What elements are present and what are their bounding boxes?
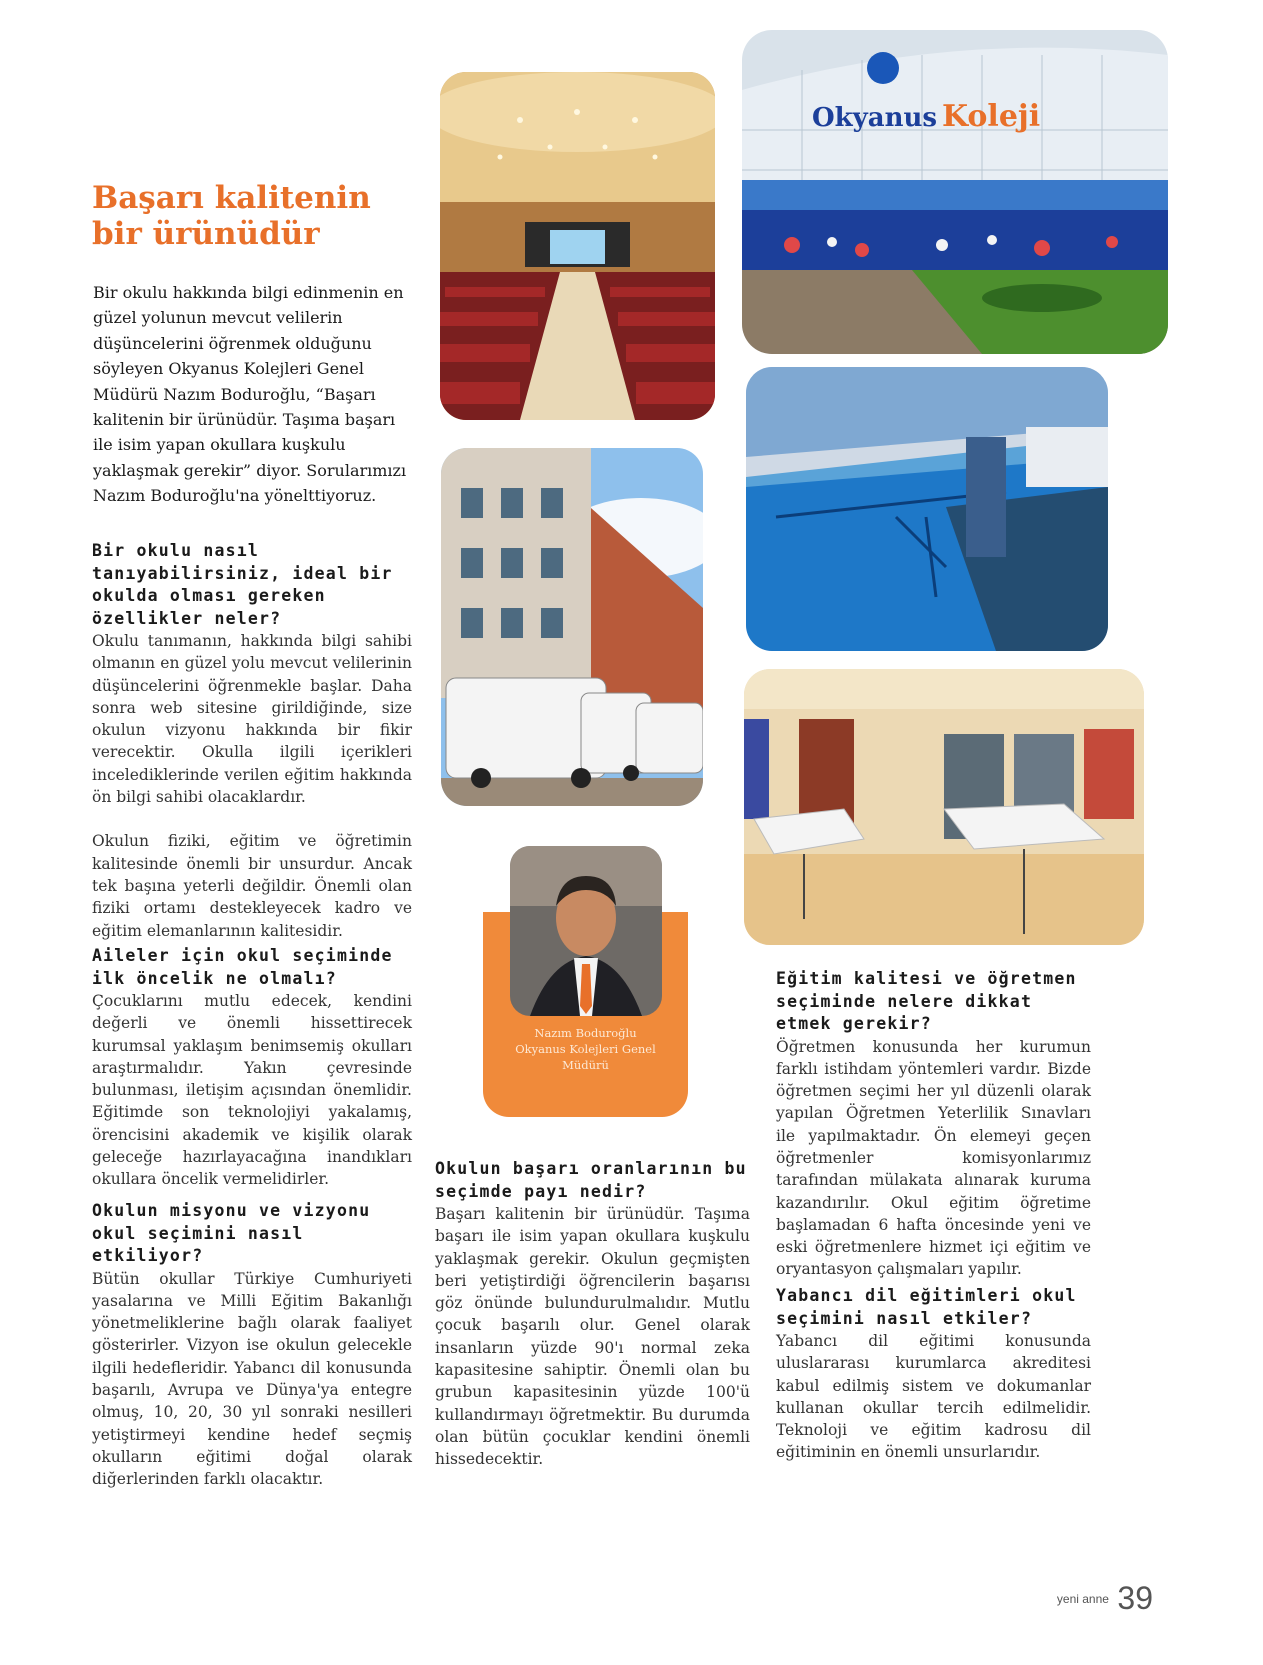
section-6 (776, 1285, 1091, 1464)
logo-text: Koleji (942, 99, 1041, 134)
article-title: Başarı kalitenin bir ürünüdür (92, 180, 371, 252)
section-3 (92, 1200, 412, 1490)
section-paragraph: Çocuklarını mutlu edecek, kendini değerli ve önemli hissettirecek kurumsal yaklaşım benimsemiş okulları araştırmalıdır. Yakın çevresinde bulunması, iletişim açısından önemlidir. Eğitimde son teknolojiyi yakalamış, örencisini akademik ve kişilik olarak geleceğe hazırlayacağına inandıkları okullara öncelik vermelidirler. (92, 992, 412, 1189)
section-question: Bir okulu nasıl tanıyabilirsiniz, ideal bir okulda olması gereken özellikler neler? (92, 541, 393, 628)
section-question: Yabancı dil eğitimleri okul seçimini nasıl etkiler? (776, 1286, 1077, 1328)
section-paragraph: Yabancı dil eğitimi konusunda uluslararası kurumlarca akreditesi kabul edilmiş sistem ve dokumanlar kullanan okullar tercih edilmelidir. Teknoloji ve eğitim kadrosu dil eğitiminin en önemli unsurlarıdır. (776, 1332, 1091, 1462)
building-buses-photo (441, 448, 703, 806)
page-footer (1057, 1580, 1153, 1617)
section-paragraph: Okulun fiziki, eğitim ve öğretimin kalitesinde önemli bir unsurdur. Ancak tek başına yeterli değildir. Önemli olan fiziki ortamı destekleyecek kadro ve eğitim elemanlarının kalitesidir. (92, 832, 412, 940)
section-paragraph: Öğretmen konusunda her kurumun farklı istihdam yöntemleri vardır. Bizde öğretmen seçimi her yıl düzenli olarak yapılan Öğretmen Yeterlilik Sınavları ile yapılmaktadır. Ön elemeyi geçen öğretmenler komisyonlarımız tarafından mülakata alınarak kuruma kazandırılır. Okul eğitim öğretime başlamadan 6 hafta öncesinde yeni ve eski öğretmenlere hizmet içi eğitim ve oryantasyon çalışmaları yapılır. (776, 1037, 1091, 1279)
section-1 (92, 540, 412, 942)
section-4 (435, 1158, 750, 1471)
section-question: Aileler için okul seçiminde ilk öncelik ne olmalı? (92, 946, 393, 988)
section-question: Okulun başarı oranlarının bu seçimde payı nedir? (435, 1159, 747, 1201)
section-2 (92, 945, 412, 1191)
lab-photo (744, 669, 1144, 945)
footer-brand: yeni anne (1056, 1592, 1109, 1606)
portrait-photo (510, 846, 662, 1016)
article-intro: Bir okulu hakkında bilgi edinmenin en güzel yolunun mevcut velilerin düşüncelerini öğrenmek olduğunu söyleyen Okyanus Kolejleri Genel Müdürü Nazım Boduroğlu, “Başarı kalitenin bir ürünüdür. Taşıma başarı ile isim yapan okullara kuşkulu yaklaşmak gerekir” diyor. Sorularımızı Nazım Boduroğlu'na yönelttiyoruz. (93, 283, 407, 506)
portrait-caption: Nazım Boduroğlu Okyanus Kolejleri Genel Müdürü (515, 1026, 656, 1072)
logo-text: Okyanus (812, 103, 938, 133)
section-5 (776, 968, 1091, 1281)
section-question: Okulun misyonu ve vizyonu okul seçimini nasıl etkiliyor? (92, 1201, 371, 1265)
page-number: 39 (1117, 1580, 1153, 1616)
pool-photo (746, 367, 1108, 651)
school-mural-photo (742, 30, 1168, 354)
section-paragraph: Okulu tanımanın, hakkında bilgi sahibi olmanın en güzel yolu mevcut velilerinin düşüncelerini öğrenmekle başlar. Daha sonra web sitesine girildiğinde, size okulun vizyonu hakkında bir fikir verecektir. Okulla ilgili içerikleri incelediklerinde verilen eğitim hakkında ön bilgi sahibi olacaklardır. (92, 632, 412, 807)
auditorium-photo (440, 72, 715, 420)
section-paragraph: Bütün okullar Türkiye Cumhuriyeti yasalarına ve Milli Eğitim Bakanlığı yönetmeliklerine bağlı olarak faaliyet gösterirler. Vizyon ise okulun gelecekle ilgili hedefleridir. Yabancı dil konusunda başarılı, Avrupa ve Dünya'ya entegre olmuş, 10, 20, 30 yıl sonraki nesilleri yetiştirmeyi kendine hedef seçmiş okulların eğitimi doğal olarak diğerlerinden farklı olacaktır. (92, 1269, 412, 1489)
section-paragraph: Başarı kalitenin bir ürünüdür. Taşıma başarı ile isim yapan okullara kuşkulu yaklaşmak gerekir. Okulun geçmişten beri yetiştirdiği öğrencilerin başarısı göz önünde bulundurulmalıdır. Mutlu çocuk başarılı olur. Genel olarak insanların yüzde 90'ı normal zeka kapasitesine sahiptir. Önemli olan bu grubun kapasitesinin yüzde 100'ü kullandırmayı öğretmektir. Bu durumda olan bütün çocuklar kendini önemli hissedecektir. (435, 1205, 750, 1469)
section-question: Eğitim kalitesi ve öğretmen seçiminde nelere dikkat etmek gerekir? (776, 969, 1077, 1033)
